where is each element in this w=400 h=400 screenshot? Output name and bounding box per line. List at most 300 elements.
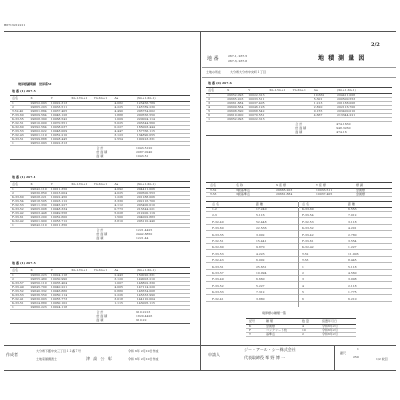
table-cell: F xyxy=(249,328,252,332)
table-cell: 10068.542 xyxy=(50,117,68,121)
table-cell: 10040.221 xyxy=(50,285,68,289)
table-cell: 3級基準点 xyxy=(236,192,250,196)
table-cell: 204411.006 xyxy=(337,93,356,97)
table-cell: F-33-60 xyxy=(212,226,224,231)
area-table-title: 地 番 (1) 267-5 xyxy=(12,261,36,265)
creator-role: 土地家屋調査士 xyxy=(36,357,58,361)
table-cell: 5.028 xyxy=(114,211,123,215)
column-header: Yn-Xn+1 xyxy=(93,268,108,272)
column-header: Y 座 標 xyxy=(316,183,326,187)
table-cell: 29605.008 xyxy=(30,207,47,211)
table-cell: T-32 xyxy=(302,251,309,256)
table-cell: 6 xyxy=(208,113,211,117)
table-cell: 4.667 xyxy=(313,113,323,117)
table-cell: 10013.004 xyxy=(50,191,68,195)
row-rule xyxy=(206,262,392,263)
table-cell: 25.631 xyxy=(256,264,267,269)
row-rule xyxy=(206,211,392,212)
table-cell: T-32 xyxy=(210,188,217,192)
table-cell: 145789.230 xyxy=(136,105,155,109)
table-cell: 10052.210 xyxy=(50,133,68,137)
creator-address: 大分県下郡中央三丁目１２番７号 xyxy=(36,349,82,353)
table-cell: 29652.093 xyxy=(30,101,47,105)
column-header: (Xn+1-Xn-1) xyxy=(337,88,356,92)
table-cell: 10022.313 xyxy=(248,117,265,121)
column-header: Δa xyxy=(114,96,119,100)
table-cell: 10068.542 xyxy=(248,109,265,113)
table-cell: 10022.313 xyxy=(50,141,68,145)
table-cell: 148802.330 xyxy=(136,281,155,285)
row-rule xyxy=(206,269,392,270)
table-cell: 213344.221 xyxy=(337,113,356,117)
table-cell: F-33-53 xyxy=(212,251,224,256)
table-cell: 204002.883 xyxy=(136,215,155,219)
table-cell: K-33-60 xyxy=(12,195,24,199)
table-cell: F-33-60 xyxy=(12,113,24,117)
row-rule xyxy=(206,224,392,225)
table-cell: 2-3 xyxy=(212,213,217,218)
table-cell: 17.240 xyxy=(256,207,267,211)
table-cell: 金属標 xyxy=(266,324,276,328)
table-cell: F-32-40 xyxy=(212,219,224,224)
table-cell: 29608.390 xyxy=(30,117,47,121)
table-cell: 4.112 xyxy=(114,203,123,207)
scale-denominator: 250 xyxy=(353,355,359,359)
table-cell: F-33-61 xyxy=(12,215,24,219)
table-cell: 2 xyxy=(12,277,14,281)
table-cell: K-33-51 xyxy=(212,264,224,269)
row-rule xyxy=(206,256,392,257)
table-cell: 1 xyxy=(208,117,211,121)
summary-value: 474.1630 xyxy=(336,122,351,126)
table-bottom-rule xyxy=(206,135,392,136)
table-cell: 1.227 xyxy=(348,245,357,250)
table-cell: 10022.313 xyxy=(50,101,68,105)
table-cell: 8.445 xyxy=(348,258,357,263)
table-cell: 100223.331 xyxy=(136,137,155,141)
table-cell: K-33-55 xyxy=(212,232,224,237)
table-cell: 金属標 xyxy=(356,188,366,192)
column-header: Δa xyxy=(114,182,119,186)
summary-label: 倍 面 積 xyxy=(96,314,108,318)
summary-label: 倍 面 積 xyxy=(96,232,108,236)
boundary-table-header-band xyxy=(206,201,392,208)
center-divider xyxy=(200,31,201,370)
table-cell: 3級基準点 xyxy=(236,188,250,192)
column-header: Xn-1-Yn+1 xyxy=(269,88,286,92)
table-cell: 10037.405 xyxy=(50,109,68,113)
table-cell: 4.005 xyxy=(114,285,123,289)
table-cell: 3.810 xyxy=(114,219,123,223)
table-cell: 2.820 xyxy=(313,105,323,109)
table-cell: 1 xyxy=(302,264,304,269)
table-cell: 1 xyxy=(12,273,14,277)
area-table-title: 地 番 (0) 267-6 xyxy=(208,81,232,85)
column-header: Δa xyxy=(114,268,119,272)
table-cell: 4.092 xyxy=(114,187,123,191)
table-cell: K-33-51 xyxy=(12,137,24,141)
table-cell: 10011.350 xyxy=(50,187,68,191)
table-cell: 6.553 xyxy=(348,207,357,211)
summary-value: 948.3260 xyxy=(336,126,351,130)
column-header: Y xyxy=(50,268,53,272)
table-cell: K-32-42 xyxy=(12,219,24,223)
table-cell: 10030.990 xyxy=(50,277,68,281)
row-rule xyxy=(246,336,356,337)
area-table-title: 地 番 (1) 267-5 xyxy=(12,89,36,93)
table-cell: 1.213 xyxy=(313,101,323,105)
lot-label: 地 番 xyxy=(207,56,219,62)
table-cell: 29603.200 xyxy=(30,215,47,219)
column-header: Y xyxy=(248,88,251,92)
table-cell: 165003.444 xyxy=(136,125,155,129)
table-cell: 4 xyxy=(208,105,211,109)
table-cell: 200556.550 xyxy=(136,113,155,117)
summary-value: 1221.44 xyxy=(136,236,149,240)
table-cell: 29618.505 xyxy=(30,199,47,203)
column-header: X xyxy=(227,88,230,92)
creation-date-1: 令和 6年 2月10日作成 xyxy=(128,349,159,353)
table-cell: K-33-57 xyxy=(12,281,24,285)
table-cell: T-33 xyxy=(302,258,309,263)
table-cell: K-33-53 xyxy=(212,290,224,295)
scale-label: 縮尺 xyxy=(340,351,347,355)
table-cell: 10060.102 xyxy=(50,301,68,305)
column-header: Yn-Xn+1 xyxy=(93,96,108,100)
table-cell: 10046.126 xyxy=(248,105,265,109)
summary-value: 474.16 xyxy=(336,130,347,134)
applicant-company: ジー・アール・シー株式会社 xyxy=(244,347,296,352)
table-cell: 1.115 xyxy=(114,301,123,305)
table-cell: 10011.350 xyxy=(50,223,68,227)
summary-value: 910.22 xyxy=(136,318,147,322)
table-cell: K-33-53 xyxy=(12,293,24,297)
table-cell: F-32-41 xyxy=(212,296,224,301)
table-cell: 204411.006 xyxy=(136,187,155,191)
column-header: 記号 xyxy=(249,319,256,323)
table-cell: 29640.332 xyxy=(30,289,47,293)
table-cell: 29592.564 xyxy=(30,125,47,129)
table-cell: 29609.564 xyxy=(227,105,244,109)
table-cell: F-32-51 xyxy=(212,239,224,243)
column-header: 種 類 xyxy=(266,319,273,323)
summary-value: 1043.5120 xyxy=(136,146,153,150)
table-cell: F-32-43 xyxy=(212,258,224,263)
table-cell: 134890.055 xyxy=(136,133,155,137)
table-cell: 10022.450 xyxy=(50,195,68,199)
table-cell: 3.008 xyxy=(348,277,357,282)
table-cell: 29601.119 xyxy=(30,133,47,137)
table-cell: F-33-61 xyxy=(302,239,314,243)
table-cell: 29609.564 xyxy=(30,113,47,117)
table-cell: K-32-60 xyxy=(212,245,224,250)
table-cell: 29599.888 xyxy=(30,137,47,141)
table-cell: 3.118 xyxy=(348,219,357,224)
table-cell: 29630.850 xyxy=(30,191,47,195)
column-header: X xyxy=(30,268,33,272)
table-bottom-rule xyxy=(10,241,190,242)
header-rule xyxy=(202,67,396,68)
table-cell: 3.330 xyxy=(114,199,123,203)
row-rule xyxy=(206,301,392,302)
table-cell: 29601.900 xyxy=(30,219,47,223)
table-cell: 29660.223 xyxy=(30,305,47,309)
table-cell: 10033.511 xyxy=(50,105,68,109)
row-rule xyxy=(206,281,392,282)
table-cell: 4.490 xyxy=(114,109,123,113)
column-header: (Xn+1-Xn-1) xyxy=(136,268,156,272)
table-cell: 3 xyxy=(208,101,211,105)
table-cell: 123456.789 xyxy=(136,101,155,105)
table-cell: 10033.511 xyxy=(316,188,333,192)
table-cell: 0.227 xyxy=(114,125,123,129)
table-cell: 6.002 xyxy=(256,258,265,263)
table-cell: F-33-53 xyxy=(12,129,24,133)
table-cell: 1-2 xyxy=(212,207,217,211)
table-cell: 2 xyxy=(302,332,304,336)
table-cell: F-32-43 xyxy=(12,133,24,137)
table-cell: 基準点 xyxy=(266,332,276,336)
table-cell: F-33-42 xyxy=(302,232,314,237)
table-cell: 146554.008 xyxy=(136,289,155,293)
mark-table-header-band xyxy=(246,318,356,325)
column-header: Δa xyxy=(313,88,318,92)
table-cell: F-33-52 xyxy=(212,283,224,288)
lot-line-2: 267-3, 267-6 xyxy=(228,59,248,63)
table-cell: 1.775 xyxy=(348,290,357,295)
table-cell: 29608.390 xyxy=(227,109,244,113)
page-footnote: 1/2 枚目 xyxy=(376,357,388,361)
table-cell: 10.662 xyxy=(313,93,325,97)
table-cell: 10045.227 xyxy=(50,203,68,207)
table-cell: T xyxy=(249,332,252,336)
row-rule xyxy=(206,294,392,295)
column-header: Y xyxy=(50,182,53,186)
table-cell: 29624.880 xyxy=(30,301,47,305)
table-cell: 1 xyxy=(12,223,14,227)
table-cell: K-33-57 xyxy=(212,271,224,275)
table-cell: 2.118 xyxy=(348,283,357,288)
table-cell: 206110.440 xyxy=(136,219,155,223)
table-cell: 5 xyxy=(302,290,304,295)
bottom-rule xyxy=(4,370,396,371)
table-cell: 29661.884 xyxy=(227,101,244,105)
table-cell: 10022.313 xyxy=(248,93,265,97)
summary-label: 合 計 xyxy=(295,122,303,126)
table-cell: 9.870 xyxy=(256,245,265,250)
table-cell: 29642.110 xyxy=(30,223,47,227)
table-cell: 2 xyxy=(12,105,14,109)
row-rule xyxy=(246,332,356,333)
table-cell: 10024.118 xyxy=(50,305,68,309)
column-header: 数 量 xyxy=(302,319,309,323)
table-cell: 220004.114 xyxy=(136,117,155,121)
column-header: 距 離 xyxy=(348,202,355,206)
table-cell: 200500.553 xyxy=(337,97,356,101)
column-header: X 座 標 xyxy=(276,183,287,187)
table-cell: 6.210 xyxy=(348,296,357,301)
table-cell: K-33-60 xyxy=(302,207,314,211)
scale-numerator: 1 xyxy=(357,347,359,351)
summary-label: 倍 面 積 xyxy=(96,150,108,154)
table-cell: 29652.093 xyxy=(30,141,47,145)
summary-value: 2087.0240 xyxy=(136,150,153,154)
applicant-representative: 代表取締役 峯 野 博 一 xyxy=(244,355,286,360)
table-cell: 29665.203 xyxy=(30,105,47,109)
table-cell: 1 xyxy=(12,305,14,309)
table-cell: 201188.006 xyxy=(337,101,356,105)
row-rule xyxy=(206,288,392,289)
table-cell: 5.227 xyxy=(256,283,265,288)
table-cell: 3.554 xyxy=(348,239,357,243)
left-section-title: 境界標識明細 世界系Ⅵ xyxy=(18,82,52,86)
table-cell: K-33-51 xyxy=(12,301,24,305)
column-header: Xn-1-Yn+1 xyxy=(71,96,88,100)
table-cell: F-33-52 xyxy=(12,289,24,293)
table-cell: 10028.445 xyxy=(50,137,68,141)
table-cell: 29642.110 xyxy=(30,187,47,191)
creation-date-2: 令和 6年 2月10日作成 xyxy=(128,357,159,361)
creator-name: 津 高 公 彰 xyxy=(86,356,113,361)
table-cell: K-32-42 xyxy=(302,245,314,250)
column-header: 点名 xyxy=(12,268,19,272)
table-cell: 29630.003 xyxy=(30,297,47,301)
table-cell: 29661.884 xyxy=(276,192,293,196)
table-cell: 4.201 xyxy=(348,226,357,231)
table-cell: 10052.600 xyxy=(50,215,68,219)
table-cell: 10035.404 xyxy=(50,281,68,285)
table-cell: 29602.022 xyxy=(30,129,47,133)
table-cell: 213344.221 xyxy=(136,207,155,211)
table-cell: 2.226 xyxy=(114,293,123,297)
table-cell: 10038.037 xyxy=(50,125,68,129)
table-cell: 15.441 xyxy=(256,239,267,243)
table-cell: 157766.115 xyxy=(136,129,155,133)
table-cell: 22.536 xyxy=(256,226,267,231)
row-rule xyxy=(206,243,392,244)
table-cell: 令和6年2月 xyxy=(322,324,338,328)
column-header: 点 名 xyxy=(212,202,219,206)
summary-value: 2442.8850 xyxy=(136,232,153,236)
table-cell: F-33-49 xyxy=(12,285,24,289)
column-header: (Xn+1-Xn-1) xyxy=(136,96,156,100)
table-cell: 3.002 xyxy=(256,232,265,237)
table-cell: コンクリート杭 xyxy=(266,328,287,332)
table-cell: 10.094 xyxy=(256,271,267,275)
summary-label: 面 積 xyxy=(295,130,303,134)
table-cell: 4.225 xyxy=(114,105,123,109)
row-rule xyxy=(206,249,392,250)
table-cell: 29645.700 xyxy=(30,285,47,289)
table-bottom-rule xyxy=(10,323,190,324)
table-cell: 5 xyxy=(208,109,211,113)
area-table-title: 地 番 (1) 267-1 xyxy=(12,175,36,179)
table-cell: T-33 xyxy=(210,192,217,196)
table-cell: 29628.221 xyxy=(30,195,47,199)
column-divider xyxy=(298,201,299,307)
column-header: 距 離 xyxy=(256,202,263,206)
table-cell: 10 xyxy=(302,328,306,332)
table-cell: F-32-53 xyxy=(302,219,314,224)
table-cell: 203400.010 xyxy=(337,109,356,113)
table-cell: 4 xyxy=(302,283,304,288)
table-cell: 10023.112 xyxy=(50,199,68,203)
table-cell: 4.082 xyxy=(114,101,123,105)
summary-label: 倍 面 積 xyxy=(295,126,307,130)
table-cell: 3.120 xyxy=(114,277,123,281)
table-cell: F-33-54 xyxy=(12,199,24,203)
table-cell: 7.312 xyxy=(256,290,265,295)
table-cell: 2.554 xyxy=(114,137,123,141)
table-cell: 10048.009 xyxy=(50,129,68,133)
table-cell: 2 xyxy=(208,97,211,101)
table-cell: 7.012 xyxy=(348,213,357,218)
row-rule xyxy=(246,328,356,329)
summary-label: 面 積 xyxy=(96,154,104,158)
table-cell: F-33-54 xyxy=(302,213,314,218)
table-cell: 29636.550 xyxy=(30,293,47,297)
table-cell: 1.007 xyxy=(114,281,123,285)
table-cell: 29655.480 xyxy=(30,277,47,281)
column-header: 点名 xyxy=(12,182,19,186)
column-header: Yn-Xn+1 xyxy=(93,182,108,186)
table-cell: 201188.006 xyxy=(136,195,155,199)
table-cell: 1 xyxy=(208,93,211,97)
table-cell: 200500.553 xyxy=(136,191,155,195)
column-header: 点 名 xyxy=(302,202,309,206)
column-header: 点名 xyxy=(208,88,215,92)
table-cell: 6 xyxy=(302,296,304,301)
row-rule xyxy=(206,275,392,276)
table-cell: F-32-51 xyxy=(12,121,24,125)
table-cell: 1.226 xyxy=(114,195,123,199)
summary-value: 1221.4425 xyxy=(136,228,153,232)
table-cell: F-33-42 xyxy=(12,211,24,215)
table-cell: 2 xyxy=(12,191,14,195)
creator-label: 作成者 xyxy=(6,352,18,357)
table-cell: 1 xyxy=(12,187,14,191)
table-cell: 202116.700 xyxy=(337,105,356,109)
table-cell: K xyxy=(249,324,252,328)
table-cell: K-33-55 xyxy=(12,117,24,121)
table-cell: 144110.004 xyxy=(136,297,155,301)
location-value: 大分県大分市中央町１丁目 xyxy=(230,70,267,74)
table-cell: F-32-53 xyxy=(12,203,24,207)
table-cell: 2 xyxy=(302,271,304,275)
table-cell: T-32-40 xyxy=(12,109,24,113)
summary-label: 合 計 xyxy=(96,310,104,314)
table-cell: 3 xyxy=(302,277,304,282)
table-cell: 10049.556 xyxy=(50,211,68,215)
table-cell: 29610.000 xyxy=(227,113,244,117)
column-header: X xyxy=(30,96,33,100)
table-cell: 10046.126 xyxy=(50,113,68,117)
table-cell: 29665.203 xyxy=(227,97,244,101)
table-cell: 10070.551 xyxy=(248,113,265,117)
table-cell: 10037.405 xyxy=(248,101,265,105)
summary-label: 合 計 xyxy=(96,146,104,150)
table-cell: 5.025 xyxy=(114,121,123,125)
table-cell: 29661.884 xyxy=(30,109,47,113)
summary-label: 面 積 xyxy=(96,236,104,240)
table-cell: 203400.010 xyxy=(136,203,155,207)
table-cell: 29652.093 xyxy=(227,93,244,97)
table-cell: 1.888 xyxy=(114,113,123,117)
table-cell: 29652.093 xyxy=(227,117,244,121)
table-cell: 10033.511 xyxy=(248,97,265,101)
mark-table-title: 境界標の種類一覧 xyxy=(262,311,287,315)
table-cell: 202116.700 xyxy=(136,199,155,203)
